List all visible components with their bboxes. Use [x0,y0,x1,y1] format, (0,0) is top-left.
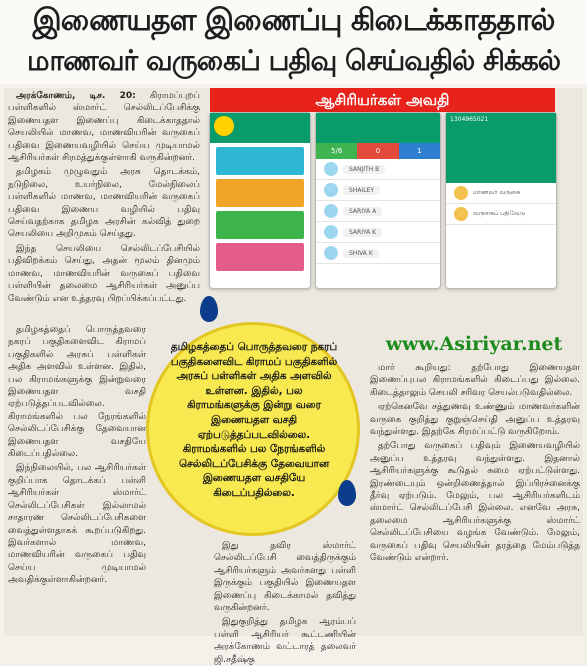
register-icon [454,207,468,221]
paragraph: ஏற்கெனவே சத்துணவு உண்ணும் மாணவர்களின் வருகை குறித்து குறுஞ்செய்தி அனுப்ப உத்தரவு வந்துள்ளது. இதற்கே சிரமப்பட்டு வருகிறோம். [370,402,580,438]
avatar [324,162,338,176]
menu-item[interactable] [446,183,556,204]
student-name: SHAILEY [343,186,380,195]
menu-tile [216,211,304,239]
headline [0,0,587,84]
section-banner: ஆசிரியர்கள் அவதி [210,88,555,112]
paragraph: தற்போது வருகைப் பதிவும் இணையவழியில் அனுப்ப உத்தரவு வந்துள்ளது. இதனால் ஆசிரியர்களுக்கு கூடுதல் சுமை ஏற்பட்டுள்ளது. இரண்டையும் ஒன்றிணைத்தால் இப்பிரச்னைக்கு தீர்வு ஏற்படும். மேலும், பல ஆசிரியர்களிடம் ஸ்மார்ட் செல்லிடப்பேசி இல்லை. எனவே அரசு, தலைமை ஆசிரியர்களுக்கு ஸ்மார்ட் செல்லிடப்பேசியை வழங்க வேண்டும். மேலும், வருகைப் பதிவு செயலியின் தரத்தை மேம்படுத்த வேண்டும் என்றார். [370,441,580,564]
app-header [446,113,556,143]
decor-dot-icon [338,480,356,506]
student-row[interactable] [316,243,440,264]
avatar [324,183,338,197]
column-2-bottom [214,540,356,665]
pull-quote-text: தமிழகத்தைப் பொருத்தவரை நகரப் பகுதிகளைவிட கிராமப் பகுதிகளில் அரசுப் பள்ளிகள் அதிக அளவில் உள்ளன. இதில், பல கிராமங்களுக்கு இன்று வரை இணையதள வசதி ஏற்படுத்தப்படவில்லை. கிராமங்களில் பல நேரங்களில் செல்லிடப்பேசிக்கு தேவையான இணையதள வசதியே கிடைப்பதில்லை. [170,341,338,499]
column-1-top [8,90,200,322]
student-name: SARIYA K [343,228,382,237]
present-count: 5/6 [316,143,357,159]
phone-screen-home [209,112,311,289]
absent-count: 0 [357,143,398,159]
menu-tile [216,147,304,175]
student-name: SANJITH B [343,165,385,174]
profile-panel [446,143,556,183]
calendar-icon [454,186,468,200]
avatar [324,246,338,260]
student-name: SARIYA A [343,207,382,216]
dateline: அரக்கோணம், டிச. 20: [16,91,136,101]
paragraph: மார் கூறியது: தற்போது இணையதள இணைப்புபல கிராமங்களில் கிடைப்பது இல்லை. கிடைத்தாலும் செயலி சரிவர செயல்படுவதில்லை. [370,363,580,398]
school-code: 1304965021 [450,116,489,123]
decor-dot-icon [200,296,218,322]
menu-tile [216,179,304,207]
menu-item[interactable] [446,204,556,225]
menu-tile [216,243,304,271]
headline-line-1: இணையதள இணைப்பு கிடைக்காததால் [32,3,555,38]
watermark: www.Asiriyar.net [385,333,563,355]
paragraph: இந்நிலையில், பல ஆசிரியர்கள் குறிப்பாக தொடக்கப் பள்ளி ஆசிரியர்கள் ஸ்மார்ட் செல்லிடப்பேசிகள் இல்லாமல் சாதாரண செல்லிடப்பேசிகளை வைத்துள்ளதாகக் கூறப்படுகிறது. இவர்களால் மாணவ, மாணவியரின் வருகைப் பதிவு செய்ய முடியாமல் அவதிக்குள்ளாகின்றனர். [8,463,146,586]
phone-screen-attendance [315,112,441,289]
headline-line-2: மாணவர் வருகைப் பதிவு செய்வதில் சிக்கல் [26,44,561,77]
menu-label: மாணவர் வருகை [473,189,521,196]
paragraph: இந்த செயலியை செல்லிடப்பேசியில் பதிவிறக்கம் செய்து, அதன் மூலம் தினமும் மாணவ, மாணவியரின் வருகைப் பதிவை பள்ளியின் தலைமை ஆசிரியர்கள் அனுப்ப வேண்டும் என உத்தரவு பிறப்பிக்கப்பட்டது. [8,243,200,304]
app-header [316,113,440,143]
student-row[interactable] [316,180,440,201]
app-screenshots [205,112,560,290]
column-3 [370,362,580,636]
avatar [324,225,338,239]
paragraph: கிராமப்புறப் பள்ளிகளில் ஸ்மார்ட் செல்லிடப்பேசிக்கு இணையதள இணைப்பு கிடைக்காததால் செயலியில் மாணவ, மாணவியரின் வருகைப் பதிவை இணையவழியில் செய்ய முடியாமல் ஆசிரியர்கள் சிரமத்துக்குள்ளாகி வருகின்றனர். [8,91,200,164]
paragraph: இது தவிர ஸ்மார்ட் செல்லிடப்பேசி வைத்திருக்கும் ஆசிரியர்களும் அவர்களது பள்ளி இருக்கும் பகுதியில் இணையதள இணைப்பு கிடைக்காமல் தவித்து வருகின்றனர். [214,541,356,614]
paragraph: தமிழகத்தைப் பொருத்தவரை நகரப் பகுதிகளைவிட கிராமப் பகுதிகளில் அரசுப் பள்ளிகள் அதிக அளவில் உள்ளன. இதில், பல கிராமங்களுக்கு இன்றுவரை இணையதள வசதி ஏற்படுத்தப்படவில்லை. கிராமங்களில் பல நேரங்களில் செல்லிடப்பேசிக்கு தேவையான இணையதள வசதியே கிடைப்பதில்லை. [8,325,146,460]
app-header [210,113,310,143]
student-row[interactable] [316,222,440,243]
student-row[interactable] [316,159,440,180]
menu-label: வருகைப் பதிவேடு [473,210,525,217]
attendance-stats [316,143,440,159]
student-name: SHIVA K [343,249,379,258]
student-row[interactable] [316,201,440,222]
avatar [324,204,338,218]
column-1-bottom [8,324,146,636]
tn-emblem-icon [214,116,234,136]
leave-count: 1 [399,143,440,159]
phone-screen-menu [445,112,557,289]
paragraph: தமிழகம் முழுவதும் அரசு தொடக்கம், நடுநிலை, உயர்நிலை, மேல்நிலைப் பள்ளிகளில் மாணவ, மாணவியரின் வருகைப் பதிவை இணைய வழியில் பதிவு செய்வதற்காக தமிழக அரசின் கல்வித் துறை செயலியை அறிமுகம் செய்தது. [8,167,200,240]
paragraph: இதுகுறித்து தமிழக ஆரம்பப் பள்ளி ஆசிரியர் கூட்டணியின் அரக்கோணம் வட்டாரத் தலைவர் ஜி.சதீஷ்கு [214,617,356,665]
